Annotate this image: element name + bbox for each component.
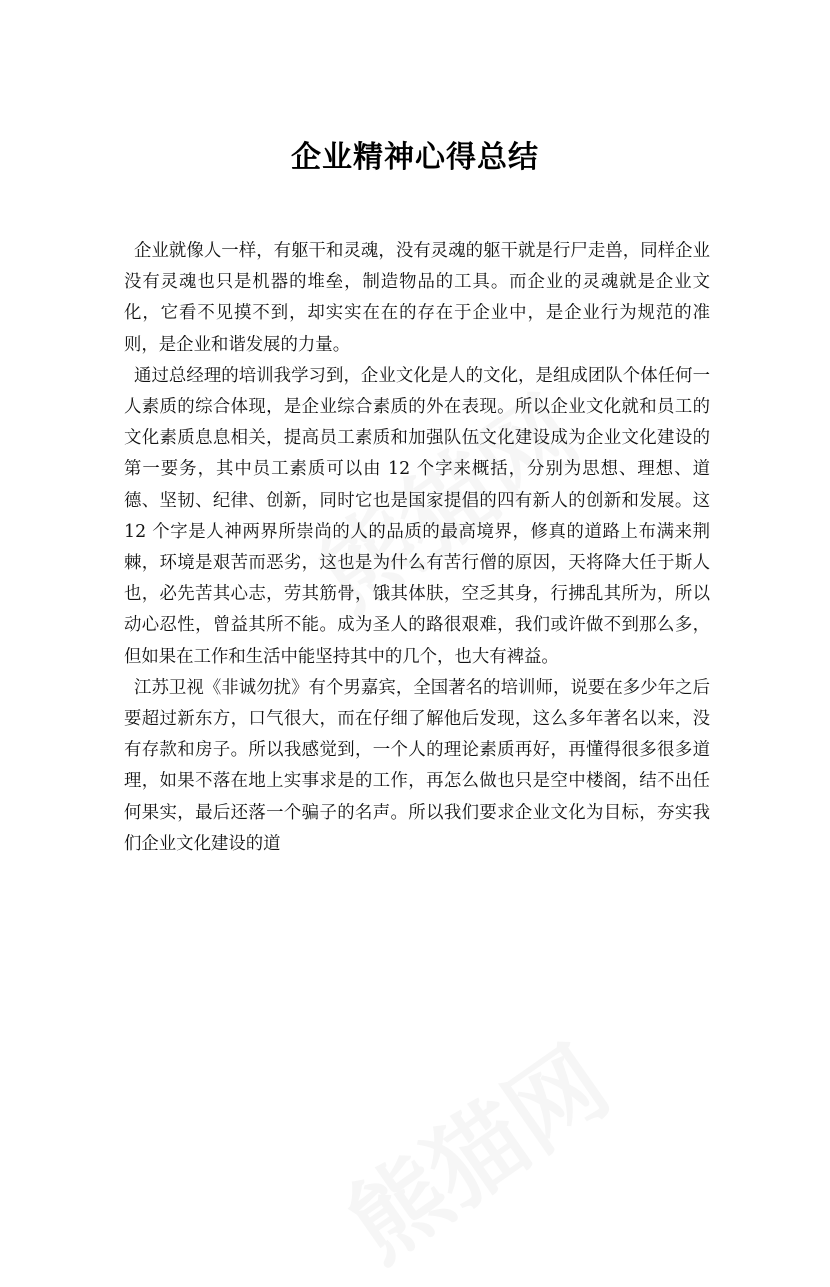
document-body xyxy=(124,236,710,860)
watermark xyxy=(317,1010,631,1287)
paragraph-1: 企业就像人一样，有躯干和灵魂，没有灵魂的躯干就是行尸走兽，同样企业没有灵魂也只是机器的堆垒，制造物品的工具。而企业的灵魂就是企业文化，它看不见摸不到，却实实在在的存在于企业中，是企业行为规范的准则，是企业和谐发展的力量。 xyxy=(124,241,710,355)
page-title: 企业精神心得总结 xyxy=(291,140,539,176)
paragraph-2: 通过总经理的培训我学习到，企业文化是人的文化，是组成团队个体任何一人素质的综合体现，是企业综合素质的外在表现。所以企业文化就和员工的文化素质息息相关，提高员工素质和加强队伍文化建设成为企业文化建设的第一要务，其中员工素质可以由 12 个字来概括，分别为思想、理想、道德、坚韧、纪律、创新，同时它也是国家提倡的四有新人的创新和发展。这 12 个字是人神两界所崇尚的人的品质的最高境界，修真的道路上布满来荆棘，环境是艰苦而恶劣，这也是为什么有苦行僧的原因，天将降大任于斯人也，必先苦其心志，劳其筋骨，饿其体肤，空乏其身，行拂乱其所为，所以动心忍性，曾益其所不能。成为圣人的路很艰难，我们或许做不到那么多，但如果在工作和生活中能坚持其中的几个，也大有裨益。 xyxy=(124,365,710,667)
paragraph-3: 江苏卫视《非诚勿扰》有个男嘉宾，全国著名的培训师，说要在多少年之后要超过新东方，口气很大，而在仔细了解他后发现，这么多年著名以来，没有存款和房子。所以我感觉到，一个人的理论素质再好，再懂得很多很多道理，如果不落在地上实事求是的工作，再怎么做也只是空中楼阁，结不出任何果实，最后还落一个骗子的名声。所以我们要求企业文化为目标，夯实我们企业文化建设的道 xyxy=(124,677,710,854)
